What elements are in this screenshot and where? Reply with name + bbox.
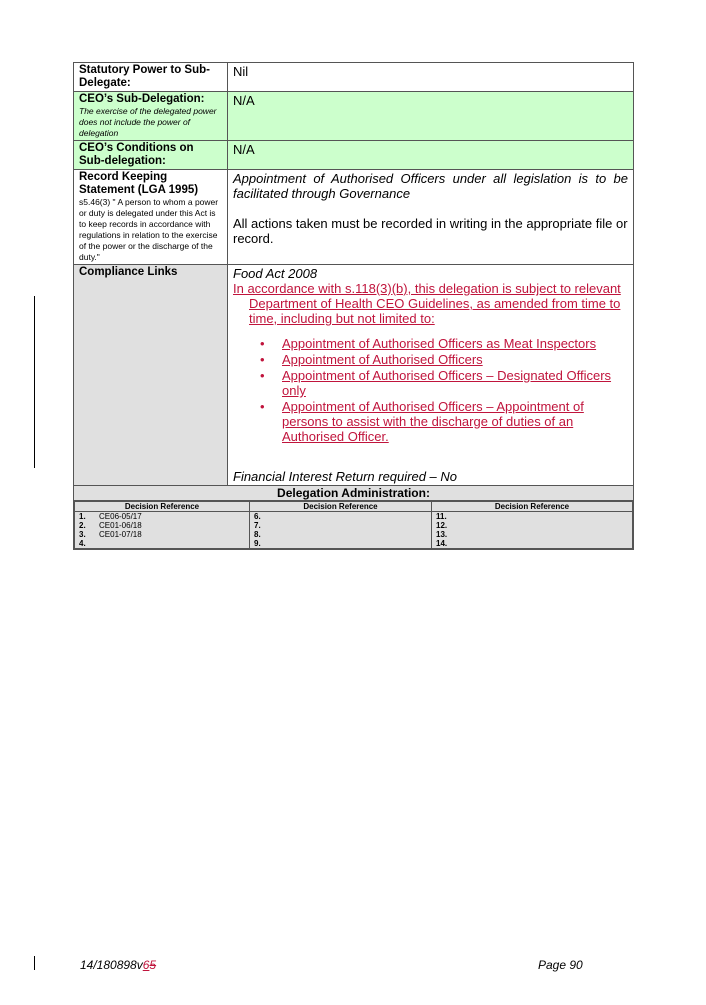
decision-body-row: [75, 512, 633, 549]
record-para-1: Appointment of Authorised Officers under all legislation is to be facilitated through Governance: [233, 171, 628, 201]
row-record-keeping: [74, 170, 634, 265]
decision-column-3: [432, 512, 633, 549]
decision-column-2: [250, 512, 432, 549]
decision-entry: 11.: [436, 512, 447, 521]
decision-reference-table: [74, 501, 633, 549]
delegation-table: [73, 62, 634, 550]
row-compliance-links: [74, 265, 634, 486]
decision-entry: 12.: [436, 521, 448, 530]
row-ceo-sub-delegation: [74, 92, 634, 141]
row-ceo-conditions: [74, 141, 634, 170]
row-statutory-power: [74, 63, 634, 92]
value-ceo-conditions: N/A: [228, 141, 634, 170]
label-text: CEO’s Sub-Delegation:: [79, 93, 205, 105]
bullet-icon: •: [260, 352, 265, 367]
label-note: s5.46(3) " A person to whom a power or duty is delegated under this Act is to keep records in accordance with regulations in relation to the exercise of the power or the discharge of the duty.": [79, 197, 219, 262]
compliance-intro: In accordance with s.118(3)(b), this delegation is subject to relevant Department of Health CEO Guidelines, as amended from time to time, including but not limited to:: [233, 281, 621, 326]
decision-header: Decision Reference: [75, 502, 250, 512]
change-bar: [34, 296, 35, 468]
compliance-list: [233, 336, 628, 444]
change-bar-footer: [34, 956, 35, 970]
row-delegation-admin: [74, 486, 634, 501]
label-ceo-conditions: CEO’s Conditions on Sub-delegation:: [74, 141, 228, 170]
decision-entry: 6.: [254, 512, 261, 521]
value-statutory-power: Nil: [228, 63, 634, 92]
delegation-admin-title: Delegation Administration:: [74, 486, 634, 501]
label-text: Record Keeping Statement (LGA 1995): [79, 171, 199, 196]
decision-entry: 4.: [79, 539, 86, 548]
list-item: [233, 352, 628, 367]
list-item-text: Appointment of Authorised Officers: [282, 352, 483, 367]
row-decision-refs: [74, 501, 634, 550]
decision-entry: 8.: [254, 530, 261, 539]
decision-entry: 3. CE01-07/18: [79, 530, 142, 539]
list-item: [233, 399, 628, 444]
list-item: [233, 368, 628, 398]
compliance-act: Food Act 2008: [233, 266, 318, 281]
list-item: [233, 336, 628, 351]
label-record-keeping: [74, 170, 228, 265]
decision-entry: 1. CE06-05/17: [79, 512, 142, 521]
bullet-icon: •: [260, 399, 265, 414]
decision-header: Decision Reference: [250, 502, 432, 512]
list-item-text: Appointment of Authorised Officers as Meat Inspectors: [282, 336, 597, 351]
value-ceo-sub-delegation: N/A: [228, 92, 634, 141]
decision-entry: 2. CE01-06/18: [79, 521, 142, 530]
decision-entry: 13.: [436, 530, 448, 539]
bullet-icon: •: [260, 336, 265, 351]
value-record-keeping: [228, 170, 634, 265]
decision-header-row: [75, 502, 633, 512]
decision-entry: 14.: [436, 539, 448, 548]
record-para-2: All actions taken must be recorded in writing in the appropriate file or record.: [233, 216, 628, 246]
decision-entry: 7.: [254, 521, 261, 530]
decision-column-1: [75, 512, 250, 549]
page-number: Page 90: [538, 958, 583, 972]
label-ceo-sub-delegation: [74, 92, 228, 141]
document-reference: [80, 958, 156, 972]
label-note: The exercise of the delegated power does not include the power of delegation: [79, 106, 217, 138]
value-compliance-links: [228, 265, 634, 486]
compliance-financial: Financial Interest Return required – No: [233, 469, 458, 484]
decision-entry: 9.: [254, 539, 261, 548]
decision-header: Decision Reference: [432, 502, 633, 512]
doc-version-inserted: 6: [142, 958, 150, 972]
label-compliance-links: Compliance Links: [74, 265, 228, 486]
doc-prefix: 14/180898v: [80, 958, 143, 972]
doc-version-deleted: 5: [149, 958, 157, 972]
label-statutory-power: Statutory Power to Sub-Delegate:: [74, 63, 228, 92]
bullet-icon: •: [260, 368, 265, 383]
list-item-text: Appointment of Authorised Officers – Appointment of persons to assist with the discharge of duties of an Authorised Officer.: [282, 399, 584, 444]
decision-refs-cell: [74, 501, 634, 550]
list-item-text: Appointment of Authorised Officers – Designated Officers only: [282, 368, 612, 398]
